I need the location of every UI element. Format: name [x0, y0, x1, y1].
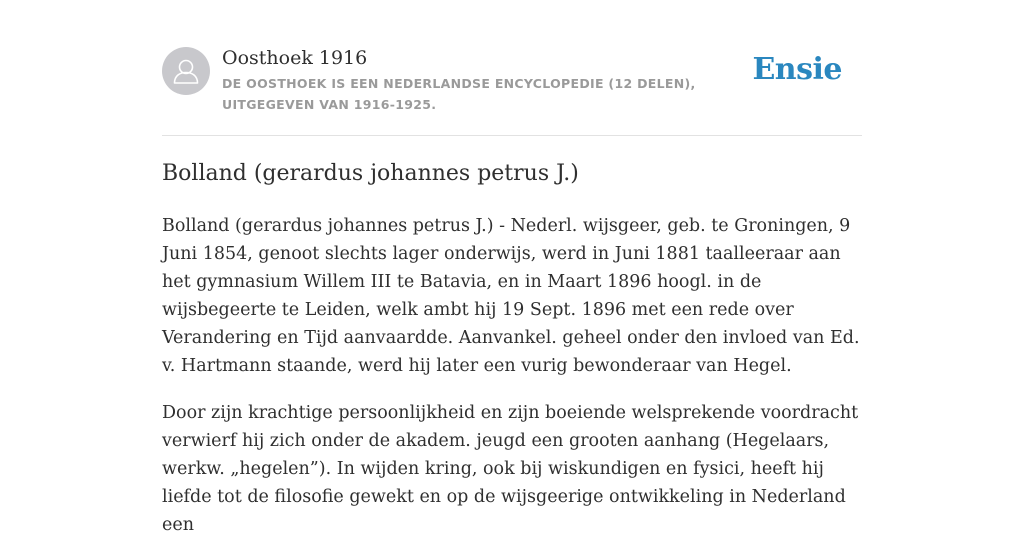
source-description: DE OOSTHOEK IS EEN NEDERLANDSE ENCYCLOPEDIE (12 DELEN), UITGEGEVEN VAN 1916-1925. [222, 76, 696, 112]
article-paragraph: Door zijn krachtige persoonlijkheid en zijn boeiende welsprekende voordracht verwierf hij zich onder de akadem. jeugd een grooten aanhang (Hegelaars, werkw. „hegelen”). In wijden kring, ook bij wiskundigen en fysici, heeft hij liefde tot de filosofie gewekt en op de wijsgeerige ontwikkeling in Nederland een [162, 403, 859, 535]
avatar [162, 47, 210, 95]
user-icon [162, 47, 210, 95]
ensie-logo[interactable]: Ensie [752, 52, 842, 87]
source-name[interactable]: Oosthoek 1916 [222, 47, 368, 69]
source-header [162, 46, 862, 116]
article-body [162, 212, 862, 558]
article-title: Bolland (gerardus johannes petrus J.) [162, 161, 579, 186]
header-divider [162, 135, 862, 136]
article-paragraph: Bolland (gerardus johannes petrus J.) - Nederl. wijsgeer, geb. te Groningen, 9 Juni 1854, genoot slechts lager onderwijs, werd in Juni 1881 taalleeraar aan het gymnasium Willem III te Batavia, en in Maart 1896 hoogl. in de wijsbegeerte te Leiden, welk ambt hij 19 Sept. 1896 met een rede over Verandering en Tijd aanvaardde. Aanvankel. geheel onder den invloed van Ed. v. Hartmann staande, werd hij later een vurig bewonderaar van Hegel. [162, 216, 860, 376]
